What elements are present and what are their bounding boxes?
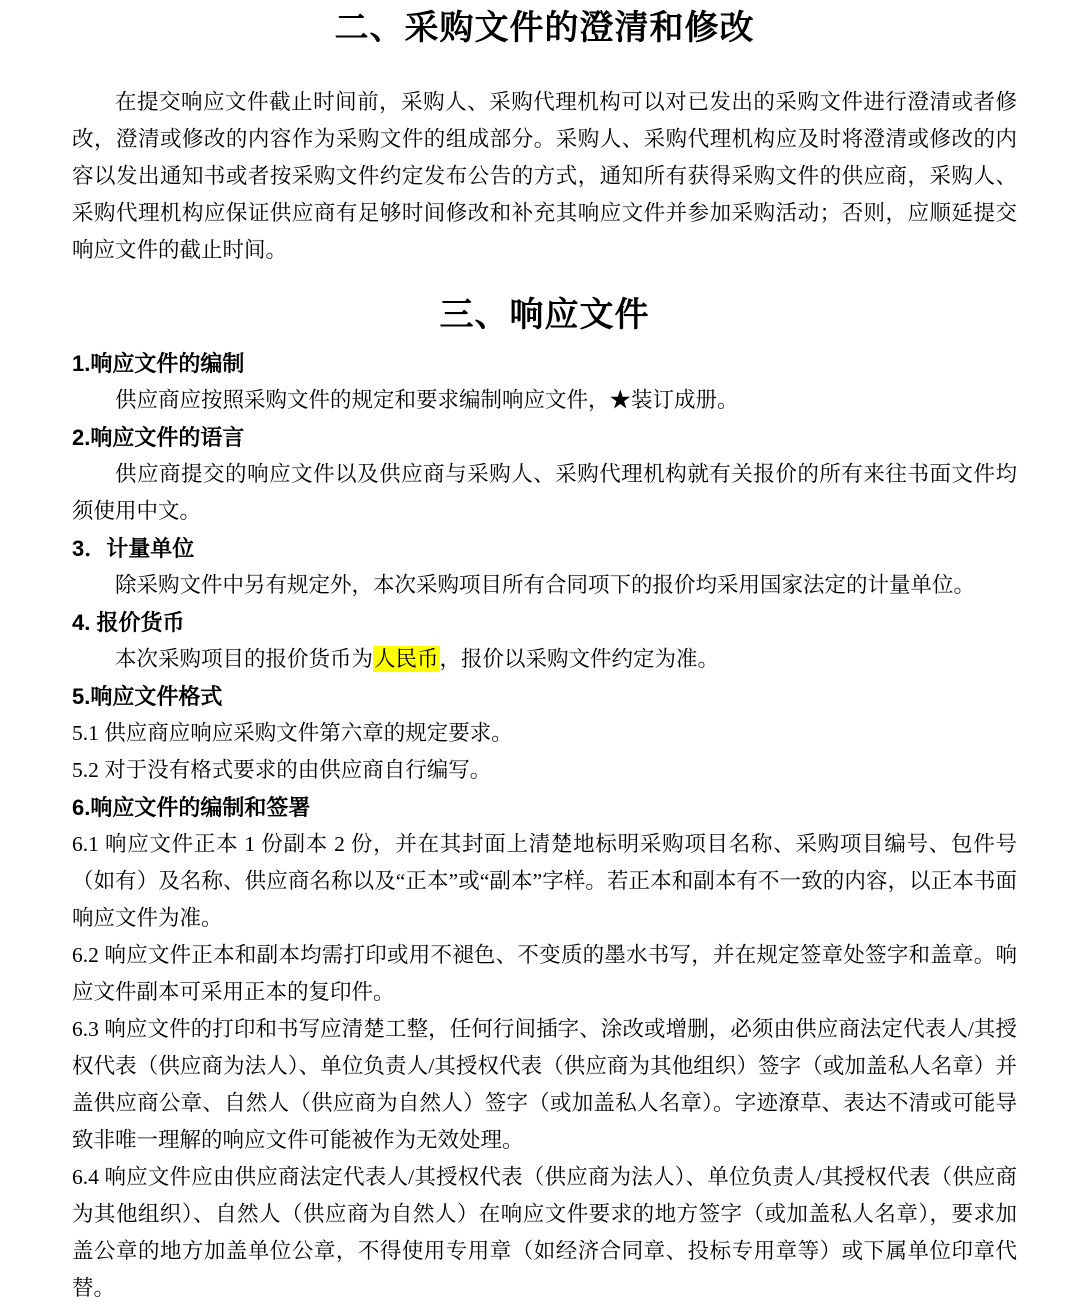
heading-quote-currency: 4. 报价货币: [72, 610, 185, 635]
clause-6-4: 6.4 响应文件应由供应商法定代表人/其授权代表（供应商为法人）、单位负责人/其授权代表（供应商为其他组织）、自然人（供应商为自然人）在响应文件要求的地方签字（或加盖私人名章），要求加盖公章的地方加盖单位公章，不得使用专用章（如经济合同章、投标专用章等）或下属单位印章代替。: [72, 1165, 1017, 1300]
clause-5-2: 5.2 对于没有格式要求的由供应商自行编写。: [72, 758, 492, 782]
clarification-paragraph: 在提交响应文件截止时间前，采购人、采购代理机构可以对已发出的采购文件进行澄清或者修改，澄清或修改的内容作为采购文件的组成部分。采购人、采购代理机构应及时将澄清或修改的内容以发出通知书或者按采购文件约定发布公告的方式，通知所有获得采购文件的供应商，采购人、采购代理机构应保证供应商有足够时间修改和补充其响应文件并参加采购活动；否则，应顺延提交响应文件的截止时间。: [72, 90, 1017, 262]
clause-6-1: 6.1 响应文件正本 1 份副本 2 份，并在其封面上清楚地标明采购项目名称、采购项目编号、包件号（如有）及名称、供应商名称以及“正本”或“副本”字样。若正本和副本有不一致的内容，以正本书面响应文件为准。: [72, 832, 1017, 930]
heading-preparation-signing: 6.响应文件的编制和签署: [72, 795, 311, 820]
highlighted-text-renminbi: 人民币: [374, 647, 439, 671]
heading-response-preparation: 1.响应文件的编制: [72, 351, 245, 376]
paragraph-text-after-highlight: ，报价以采购文件约定为准。: [439, 647, 720, 671]
section-title-clarification: 二、采购文件的澄清和修改: [334, 10, 755, 47]
heading-measurement-unit: 3．计量单位: [72, 536, 195, 561]
heading-response-format: 5.响应文件格式: [72, 684, 223, 709]
section-title-response: 三、响应文件: [439, 297, 650, 334]
paragraph-text-before-highlight: 本次采购项目的报价货币为: [115, 647, 374, 671]
paragraph-response-preparation: 供应商应按照采购文件的规定和要求编制响应文件，★装订成册。: [115, 388, 739, 412]
paragraph-quote-currency: [72, 641, 1017, 678]
paragraph-measurement-unit: 除采购文件中另有规定外，本次采购项目所有合同项下的报价均采用国家法定的计量单位。: [115, 573, 976, 597]
heading-response-language: 2.响应文件的语言: [72, 425, 245, 450]
clause-5-1: 5.1 供应商应响应采购文件第六章的规定要求。: [72, 721, 513, 745]
clause-6-2: 6.2 响应文件正本和副本均需打印或用不褪色、不变质的墨水书写，并在规定签章处签字和盖章。响应文件副本可采用正本的复印件。: [72, 943, 1017, 1004]
paragraph-response-language: 供应商提交的响应文件以及供应商与采购人、采购代理机构就有关报价的所有来往书面文件均须使用中文。: [72, 462, 1017, 523]
clause-6-3: 6.3 响应文件的打印和书写应清楚工整，任何行间插字、涂改或增删，必须由供应商法定代表人/其授权代表（供应商为法人）、单位负责人/其授权代表（供应商为其他组织）签字（或加盖私人名章）并盖供应商公章、自然人（供应商为自然人）签字（或加盖私人名章）。字迹潦草、表达不清或可能导致非唯一理解的响应文件可能被作为无效处理。: [72, 1017, 1017, 1152]
